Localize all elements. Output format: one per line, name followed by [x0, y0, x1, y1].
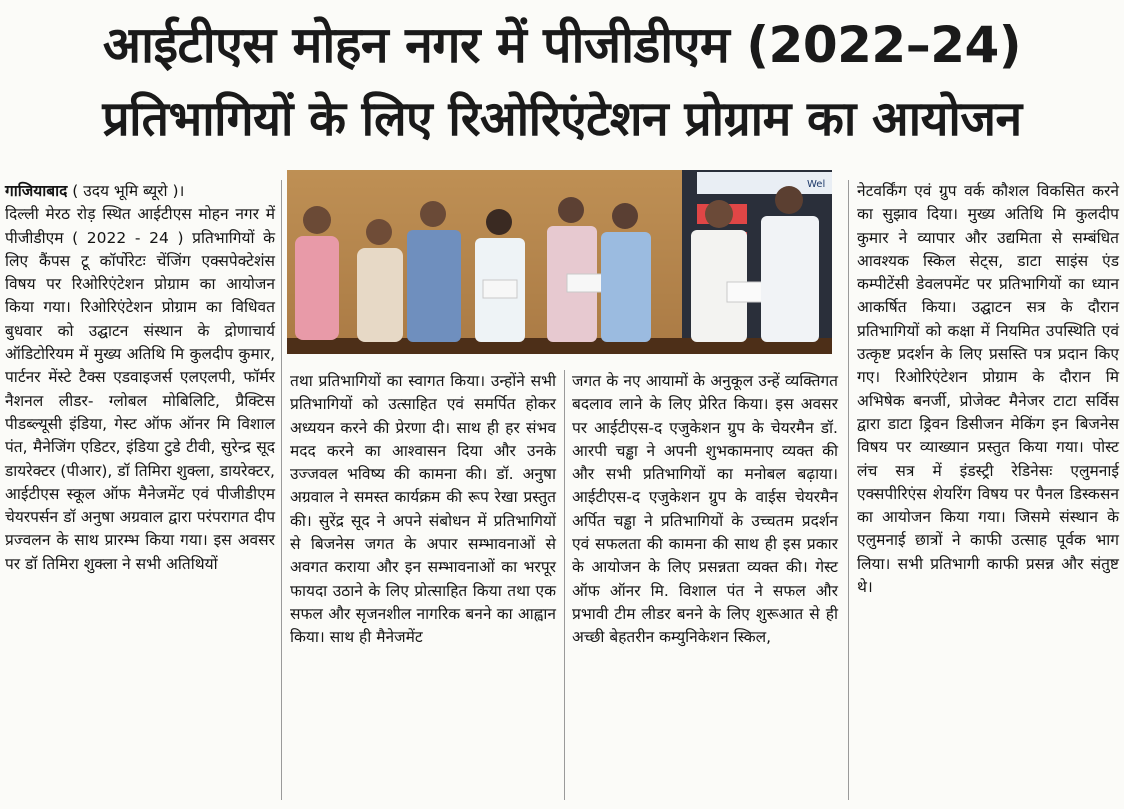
- event-photo-illustration: [287, 170, 832, 354]
- article-column-4: [857, 180, 1119, 599]
- article-column-2: [290, 370, 556, 650]
- article-column-1: [5, 180, 275, 576]
- column-2-text: तथा प्रतिभागियों का स्वागत किया। उन्होंने सभी प्रतिभागियों को उत्साहित एवं समर्पित होकर अध्ययन करने की प्रेरणा दी। साथ ही हर संभव मदद करने का आश्वासन दिया और उनके उज्जवल भविष्य की कामना की। डॉ. अनुषा अग्रवाल ने समस्त कार्यक्रम की रूप रेखा प्रस्तुत की। सुरेंद्र सूद ने अपने संबोधन में प्रतिभागियों से बिजनेस जगत के अपार सम्भावनाओं से अवगत कराया और इन सम्भावनाओं का भरपूर फायदा उठाने के लिए प्रोत्साहित किया तथा एक सफल और सृजनशील नागरिक बनने का आह्वान किया। साथ ही मैनेजमेंट: [290, 372, 556, 647]
- column-3-text: जगत के नए आयामों के अनुकूल उन्हें व्यक्तिगत बदलाव लाने के लिए प्रेरित किया। इस अवसर पर आईटीएस-द एजुकेशन ग्रुप के चेयरमैन डॉ. आरपी चड्ढा ने अपनी शुभकामनाए व्यक्त की और सभी प्रतिभागियों का मनोबल बढ़ाया। आईटीएस-द एजुकेशन ग्रुप के वाईस चेयरमैन अर्पित चड्ढा ने प्रतिभागियों के उच्चतम प्रदर्शन एवं सफलता की कामना की साथ ही इस प्रकार के आयोजन के लिए प्रसन्नता व्यक्त की। गेस्ट ऑफ ऑनर मि. विशाल पंत ने सफल और प्रभावी टीम लीडर बनने के लिए शुरूआत से ही अच्छी बेहतरीन कम्युनिकेशन स्किल,: [572, 372, 838, 647]
- article-column-3: [572, 370, 838, 650]
- column-divider: [564, 370, 565, 800]
- headline-line-2: प्रतिभागियों के लिए रिओरिएंटेशन प्रोग्राम का आयोजन: [102, 91, 1022, 147]
- column-4-text: नेटवर्किंग एवं ग्रुप वर्क कौशल विकसित करने का सुझाव दिया। मुख्य अतिथि मि कुलदीप कुमार ने व्यापार और उद्यमिता से सम्बंधित आवश्यक स्किल सेट्स, डाटा साइंस एंड कम्पीटेंसी डेवलपमेंट पर प्रतिभागियों का ध्यान आकर्षित किया। उद्घाटन सत्र के दौरान प्रतिभागियों को कक्षा में नियमित उपस्थिति एवं उत्कृष्ट प्रदर्शन के लिए प्रसस्ति पत्र प्रदान किए गए। रिओरिएंटेशन प्रोग्राम के दौरान मि अभिषेक बनर्जी, प्रोजेक्ट मैनेजर टाटा सर्विस द्वारा डाटा ड्रिवन डिसीजन मेकिंग इन बिजनेस विषय पर व्याख्यान प्रस्तुत किया गया। पोस्ट लंच सत्र में इंडस्ट्री रेडिनेसः एलुमनाई एक्सपीरिएंस शेयरिंग विषय पर पैनल डिस्कसन का आयोजन किया गया। जिसमे संस्थान के एलुमनाई छात्रों ने काफी उत्साह पूर्वक भाग लिया। सभी प्रतिभागी काफी प्रसन्न और संतुष्ट थे।: [857, 182, 1119, 597]
- dateline: गाजियाबाद: [5, 182, 68, 200]
- dateline-paragraph: [5, 180, 275, 203]
- headline-line-1: आईटीएस मोहन नगर में पीजीडीएम (2022–24): [102, 16, 1022, 74]
- banner-text: Wel: [807, 179, 826, 190]
- column-1-text: दिल्ली मेरठ रोड़ स्थित आईटीएस मोहन नगर में पीजीडीएम ( 2022 - 24 ) प्रतिभागियों के लिए कैंपस टू कॉर्पोरेटः चेंजिंग एक्सपेक्टेशंस विषय पर रिओरिएंटेशन प्रोग्राम का आयोजन किया गया। रिओरिएंटेशन प्रोग्राम का विधिवत बुधवार को उद्घाटन संस्थान के द्रोणाचार्य ऑडिटोरियम में मुख्य अतिथि मि कुलदीप कुमार, पार्टनर मेंस्टे टैक्स एडवाइजर्स एलएलपी, फॉर्मर नैशनल लीडर- ग्लोबल मोबिलिटि, प्रैक्टिस पीडब्ल्यूसी इंडिया, गेस्ट ऑफ ऑनर मि विशाल पंत, मैनेजिंग एडिटर, इंडिया टुडे टीवी, सुरेन्द्र सूद डायरेक्टर (पीआर), डॉ तिमिरा शुक्ला, डायरेक्टर, आईटीएस स्कूल ऑफ मैनेजमेंट एवं पीजीडीएम चेयरपर्सन डॉ अनुषा अग्रवाल द्वारा परंपरागत दीप प्रज्वलन के साथ प्रारम्भ किया गया। इस अवसर पर डॉ तिमिरा शुक्ला ने सभी अतिथियों: [5, 205, 275, 573]
- column-divider: [848, 180, 849, 800]
- news-source: ( उदय भूमि ब्यूरो )।: [72, 182, 185, 200]
- event-photo: [287, 170, 832, 354]
- column-divider: [281, 180, 282, 800]
